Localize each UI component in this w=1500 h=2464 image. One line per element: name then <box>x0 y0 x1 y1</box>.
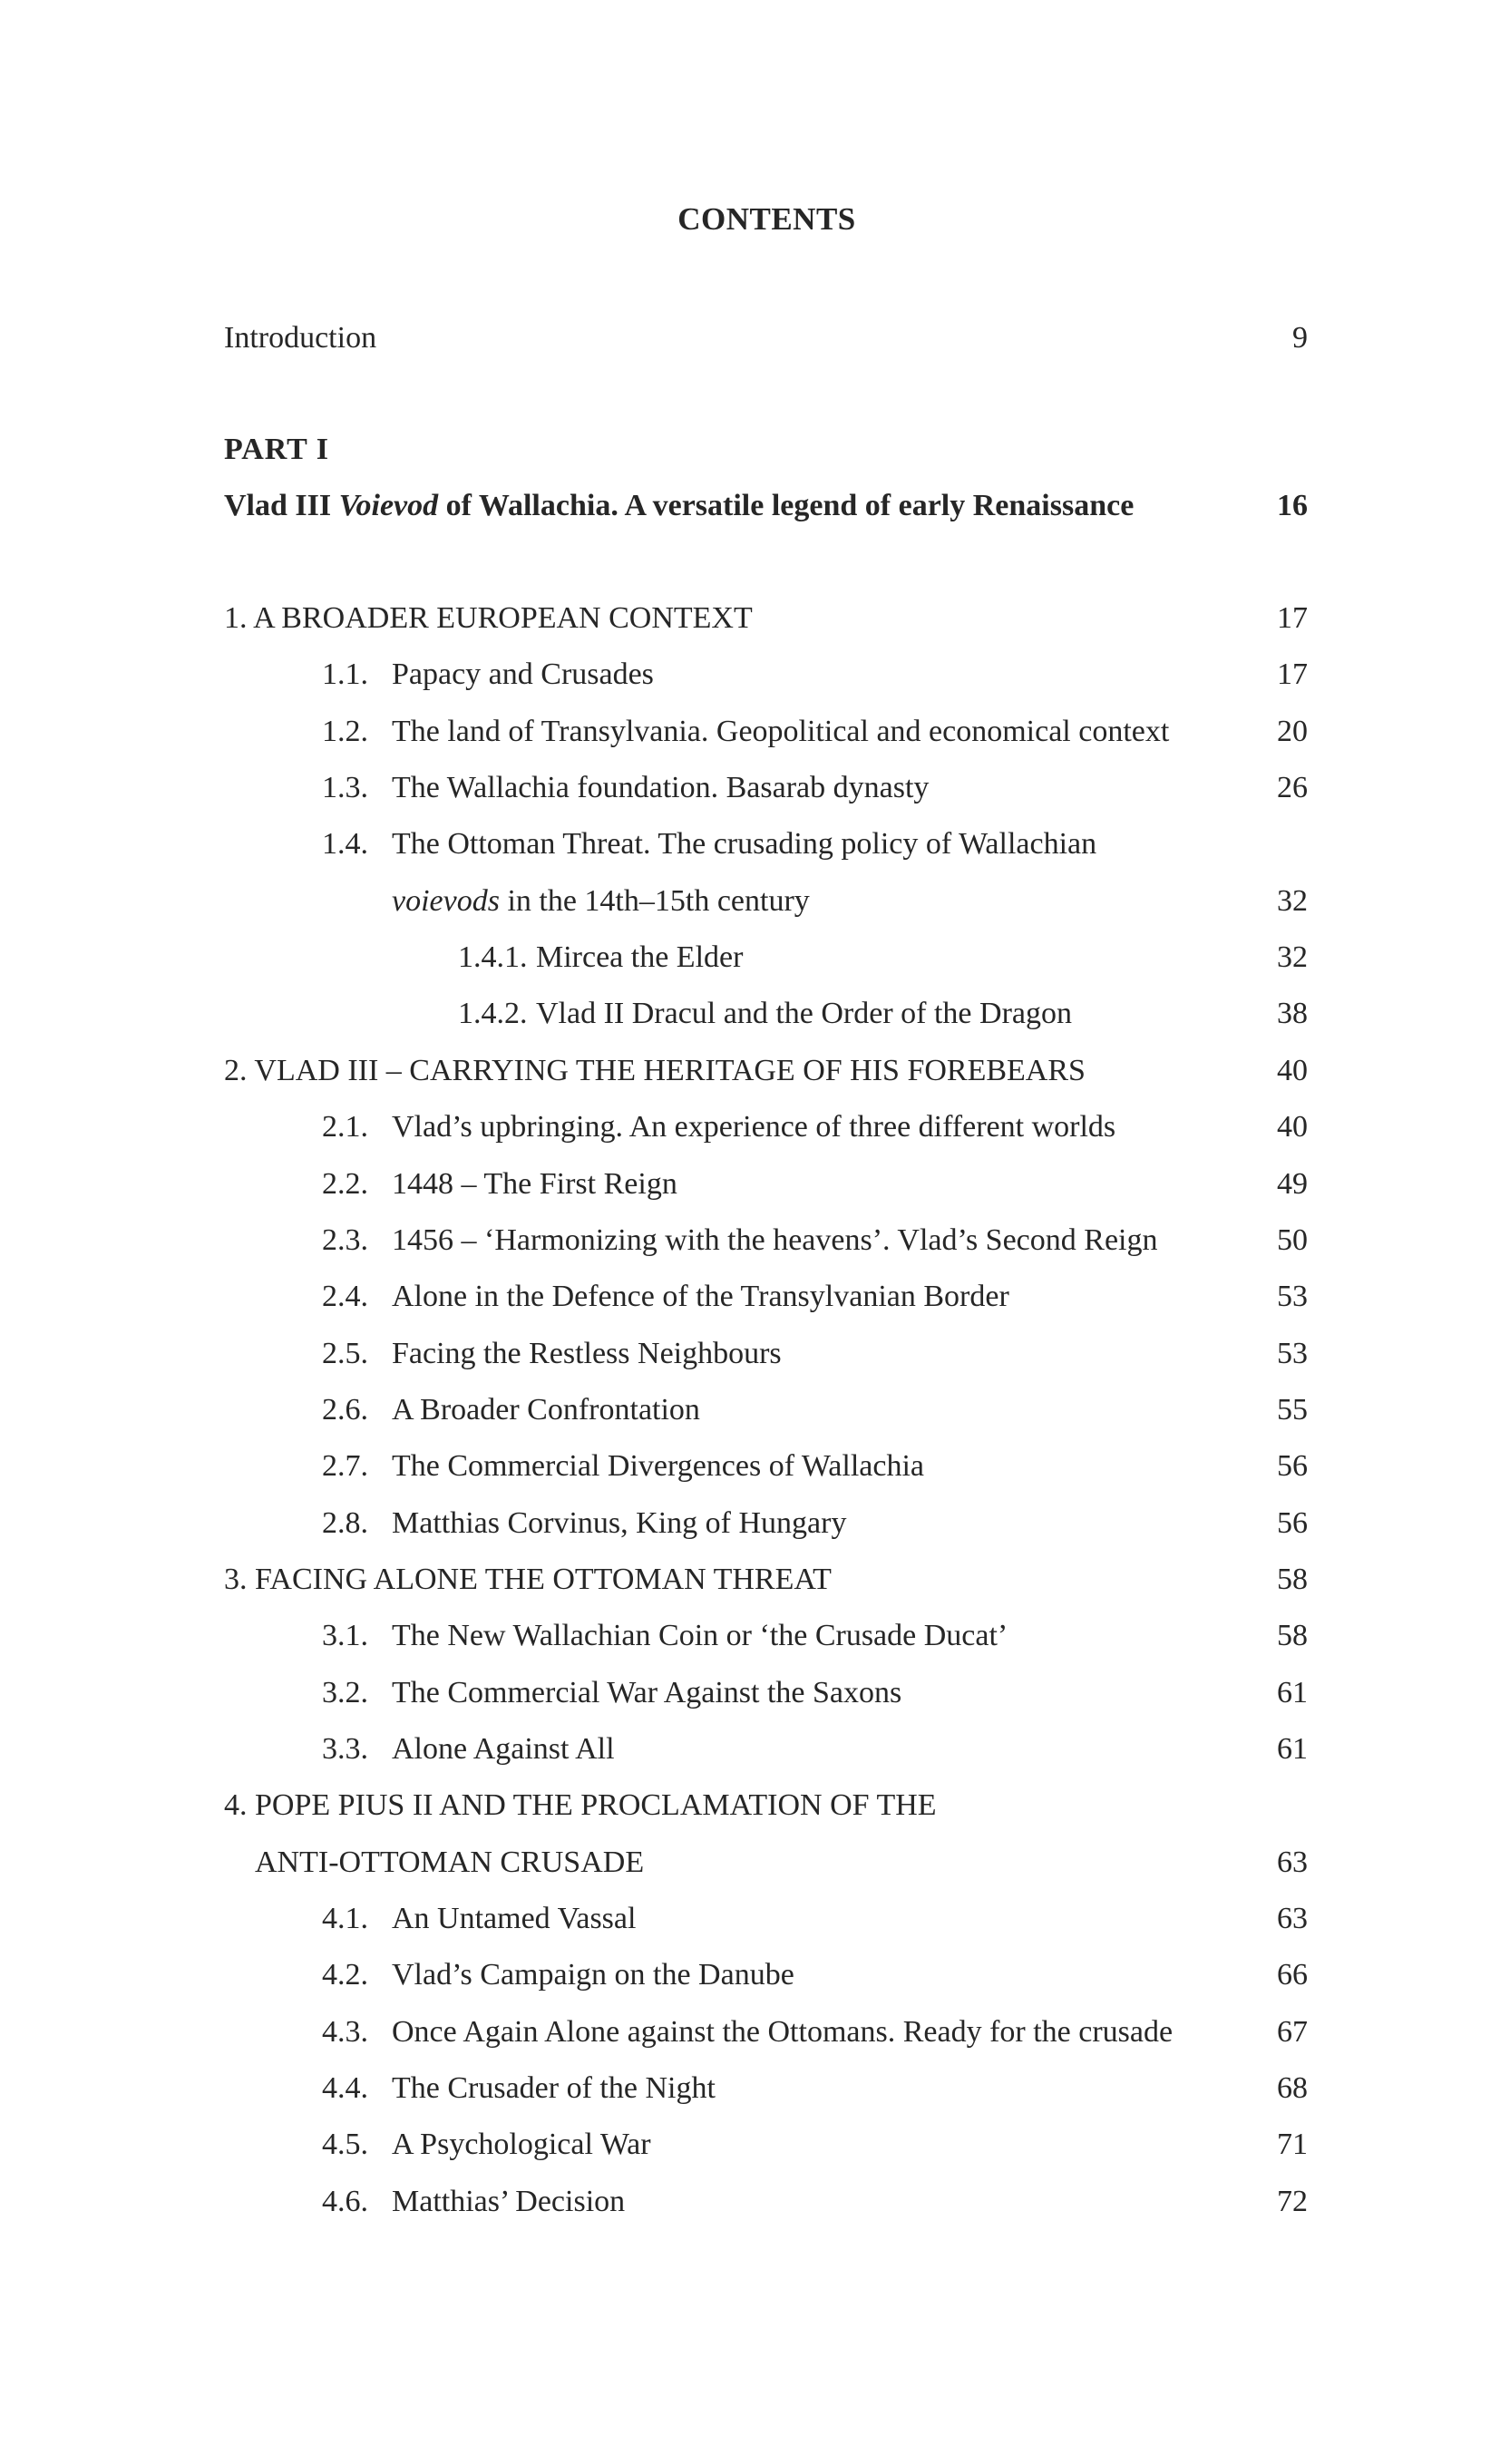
toc-entry-page: 66 <box>1277 1958 1308 1992</box>
toc-entry[interactable] <box>0 1613 1500 1659</box>
toc-entry-number: 4.1. <box>322 1902 368 1936</box>
toc-entry[interactable] <box>0 1557 1500 1602</box>
toc-entry-label: The New Wallachian Coin or ‘the Crusade Ducat’ <box>392 1619 1008 1653</box>
toc-entry-title: A BROADER EUROPEAN CONTEXT <box>253 601 753 635</box>
part-label: PART I <box>224 433 329 466</box>
toc-entry-page: 32 <box>1277 940 1308 975</box>
toc-entry-label: Alone in the Defence of the Transylvanian Border <box>392 1280 1009 1314</box>
toc-entry-label: Once Again Alone against the Ottomans. Ready for the crusade <box>392 2014 1174 2049</box>
toc-entry-label: Vlad’s Campaign on the Danube <box>392 1958 794 1992</box>
toc-entry-number: 4. <box>224 1788 255 1823</box>
toc-entry[interactable] <box>0 1048 1500 1094</box>
toc-entry[interactable] <box>0 1896 1500 1942</box>
toc-entry-page: 53 <box>1277 1336 1308 1370</box>
toc-entry-page: 53 <box>1277 1280 1308 1314</box>
toc-entry-page: 63 <box>1277 1902 1308 1936</box>
toc-entry-label: A Broader Confrontation <box>392 1392 700 1427</box>
toc-entry[interactable] <box>0 1274 1500 1320</box>
toc-entry-page: 9 <box>1292 321 1308 355</box>
toc-entry-number: 2.7. <box>322 1449 368 1484</box>
toc-entry[interactable] <box>0 879 1500 924</box>
toc-entry-page: 17 <box>1277 657 1308 692</box>
toc-entry-page: 68 <box>1277 2071 1308 2106</box>
toc-entry-part-title[interactable] <box>0 483 1500 529</box>
toc-entry-title: FACING ALONE THE OTTOMAN THREAT <box>255 1562 832 1596</box>
toc-entry-number: 2.4. <box>322 1280 368 1314</box>
toc-entry-page: 26 <box>1277 771 1308 805</box>
toc-entry-label: voievods in the 14th–15th century <box>392 883 810 918</box>
toc-entry[interactable] <box>0 2066 1500 2111</box>
toc-entry[interactable] <box>0 1727 1500 1772</box>
toc-entry-number: 1.4.1. <box>458 940 528 975</box>
toc-entry-label: 1456 – ‘Harmonizing with the heavens’. Vlad’s Second Reign <box>392 1222 1158 1257</box>
toc-entry-label: Matthias Corvinus, King of Hungary <box>392 1505 847 1540</box>
toc-entry[interactable] <box>0 935 1500 980</box>
toc-entry-number: 4.3. <box>322 2014 368 2049</box>
toc-entry-number: 2.5. <box>322 1336 368 1370</box>
toc-entry-label: Introduction <box>224 321 377 355</box>
toc-entry-label: Matthias’ Decision <box>392 2184 626 2218</box>
toc-entry[interactable] <box>0 765 1500 811</box>
toc-entry-page: 58 <box>1277 1619 1308 1653</box>
toc-entry-page: 56 <box>1277 1449 1308 1484</box>
toc-entry-label: Vlad’s upbringing. An experience of three different worlds <box>392 1110 1116 1144</box>
toc-entry[interactable] <box>0 1953 1500 1998</box>
toc-entry-page: 58 <box>1277 1562 1308 1596</box>
toc-entry-label: The Crusader of the Night <box>392 2071 716 2106</box>
toc-entry-page: 56 <box>1277 1505 1308 1540</box>
toc-entry[interactable] <box>0 822 1500 867</box>
toc-entry-number: 4.2. <box>322 1958 368 1992</box>
toc-entry-page: 71 <box>1277 2128 1308 2162</box>
toc-entry-label: ANTI-OTTOMAN CRUSADE <box>255 1845 645 1879</box>
toc-entry-page: 72 <box>1277 2184 1308 2218</box>
toc-entry-number: 2. <box>224 1053 255 1087</box>
toc-entry-title: POPE PIUS II AND THE PROCLAMATION OF THE <box>255 1788 937 1823</box>
toc-entry-page: 40 <box>1277 1110 1308 1144</box>
toc-entry-label: The Ottoman Threat. The crusading policy of Wallachian <box>392 827 1097 862</box>
toc-entry-page: 17 <box>1277 601 1308 635</box>
toc-entry-number: 1.1. <box>322 657 368 692</box>
toc-entry-label <box>224 1048 1086 1094</box>
toc-entry[interactable] <box>0 1105 1500 1150</box>
toc-entry[interactable] <box>0 1388 1500 1433</box>
toc-entry-label: The Wallachia foundation. Basarab dynasty <box>392 771 930 805</box>
toc-entry-number: 3. <box>224 1562 255 1596</box>
toc-entry-page: 16 <box>1277 489 1308 522</box>
toc-entry-label <box>224 1557 832 1602</box>
toc-entry-number: 1.4. <box>322 827 368 862</box>
toc-entry-label: Papacy and Crusades <box>392 657 654 692</box>
toc-entry-page: 55 <box>1277 1392 1308 1427</box>
toc-entry-number: 2.8. <box>322 1505 368 1540</box>
toc-entry[interactable] <box>0 2122 1500 2167</box>
part-heading <box>0 427 1500 472</box>
toc-entry-number: 1.4.2. <box>458 997 528 1031</box>
toc-entry[interactable] <box>0 596 1500 641</box>
toc-entry-page: 61 <box>1277 1675 1308 1709</box>
toc-entry[interactable] <box>0 652 1500 697</box>
toc-entry-number: 1. <box>224 601 254 635</box>
toc-entry[interactable] <box>0 1783 1500 1828</box>
toc-entry-label: The land of Transylvania. Geopolitical and economical context <box>392 714 1170 748</box>
toc-entry-label: Facing the Restless Neighbours <box>392 1336 782 1370</box>
toc-entry-label: Vlad II Dracul and the Order of the Dragon <box>536 997 1072 1031</box>
toc-entry-label: 1448 – The First Reign <box>392 1166 677 1201</box>
toc-entry-number: 4.4. <box>322 2071 368 2106</box>
toc-entry-page: 49 <box>1277 1166 1308 1201</box>
toc-entry-number: 1.3. <box>322 771 368 805</box>
page-title: CONTENTS <box>677 201 856 237</box>
toc-entry-page: 50 <box>1277 1222 1308 1257</box>
toc-entry-number: 2.2. <box>322 1166 368 1201</box>
toc-entry[interactable] <box>0 1501 1500 1546</box>
toc-entry[interactable] <box>0 1444 1500 1489</box>
toc-entry-page: 61 <box>1277 1732 1308 1766</box>
toc-entry-page: 32 <box>1277 883 1308 918</box>
toc-entry-number: 2.1. <box>322 1110 368 1144</box>
toc-entry-label: Alone Against All <box>392 1732 615 1766</box>
toc-entry-number: 3.3. <box>322 1732 368 1766</box>
toc-entry-number: 3.1. <box>322 1619 368 1653</box>
toc-entry[interactable] <box>0 1218 1500 1263</box>
toc-entry-label <box>224 596 753 641</box>
toc-entry-number: 4.6. <box>322 2184 368 2218</box>
toc-entry-label <box>224 1783 937 1828</box>
toc-entry-label: A Psychological War <box>392 2128 651 2162</box>
toc-entry-label: Mircea the Elder <box>536 940 744 975</box>
toc-entry-number: 4.5. <box>322 2128 368 2162</box>
toc-entry[interactable] <box>0 709 1500 755</box>
toc-entry[interactable] <box>0 1331 1500 1377</box>
toc-entry-number: 3.2. <box>322 1675 368 1709</box>
toc-entry-title: VLAD III – CARRYING THE HERITAGE OF HIS FOREBEARS <box>254 1053 1086 1087</box>
toc-entry-number: 1.2. <box>322 714 368 748</box>
toc-entry[interactable] <box>0 991 1500 1037</box>
toc-entry-page: 67 <box>1277 2014 1308 2049</box>
part-title: Vlad III Voievod of Wallachia. A versatile legend of early Renaissance <box>224 489 1135 522</box>
toc-entry-page: 20 <box>1277 714 1308 748</box>
toc-entry[interactable] <box>0 1162 1500 1207</box>
toc-entry[interactable] <box>0 2010 1500 2055</box>
toc-entry-number: 2.3. <box>322 1222 368 1257</box>
toc-entry-label: An Untamed Vassal <box>392 1902 637 1936</box>
toc-entry-page: 40 <box>1277 1053 1308 1087</box>
toc-entry[interactable] <box>0 2179 1500 2225</box>
toc-entry[interactable] <box>0 1670 1500 1716</box>
toc-entry-number: 2.6. <box>322 1392 368 1427</box>
toc-entry-page: 38 <box>1277 997 1308 1031</box>
toc-entry[interactable] <box>0 1840 1500 1885</box>
toc-entry-label: The Commercial War Against the Saxons <box>392 1675 902 1709</box>
toc-entry-label: The Commercial Divergences of Wallachia <box>392 1449 924 1484</box>
toc-entry-page: 63 <box>1277 1845 1308 1879</box>
toc-entry-introduction[interactable] <box>0 316 1500 361</box>
